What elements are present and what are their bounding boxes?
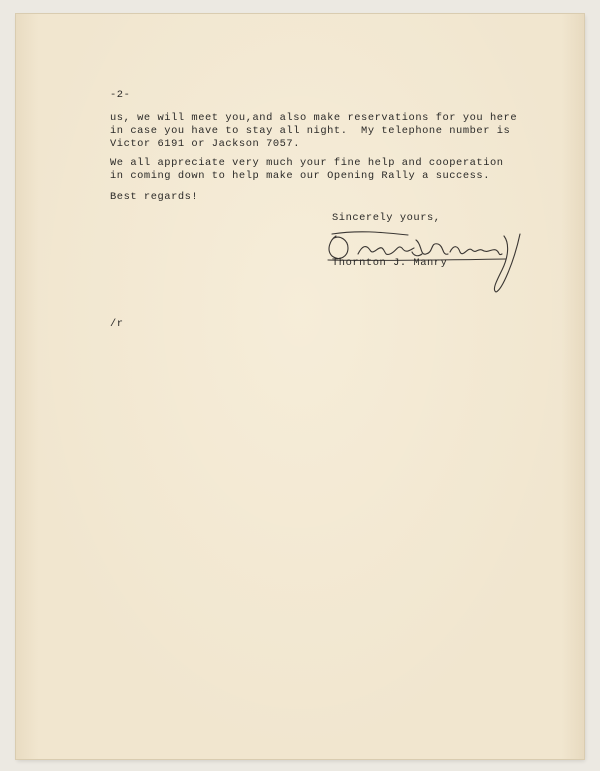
paragraph-line: in case you have to stay all night. My telephone number is [110,125,511,137]
paragraph-appreciation [110,157,504,183]
signer-name: Thornton J. Manry [332,257,448,269]
closing-line: Best regards! [110,191,199,203]
complimentary-close: Sincerely yours, [332,212,441,224]
paragraph-line: us, we will meet you,and also make reservations for you here [110,112,518,124]
paragraph-line: Victor 6191 or Jackson 7057. [110,138,300,150]
paragraph-line: in coming down to help make our Opening Rally a success. [110,170,490,182]
page-number: -2- [110,89,131,101]
paragraph-line: We all appreciate very much your fine help and cooperation [110,157,504,169]
paragraph-reservations [110,112,517,151]
reference-initials: /r [110,318,124,330]
